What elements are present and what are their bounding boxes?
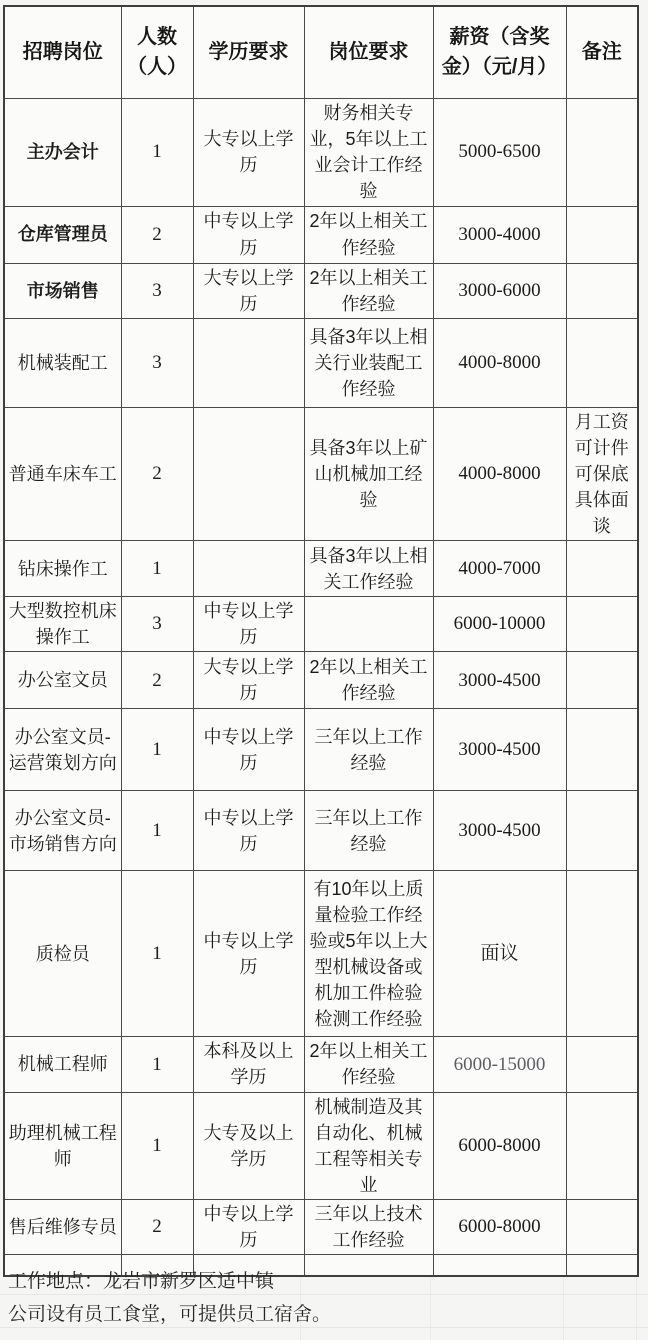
cell-education: 中专以上学历 [193,1199,304,1254]
cell-remarks [566,597,638,652]
cell-salary: 面议 [433,871,566,1037]
cell-remarks [566,263,638,318]
cell-education: 中专以上学历 [193,597,304,652]
job-table [3,5,639,1277]
cell-position: 售后维修专员 [4,1199,121,1254]
cell-requirement: 2年以上相关工作经验 [304,206,433,263]
cell-requirement: 三年以上工作经验 [304,791,433,871]
table-row [4,1037,638,1092]
column-header-position: 招聘岗位 [4,6,121,98]
cell-position: 机械工程师 [4,1037,121,1092]
cell-position: 市场销售 [4,263,121,318]
cell-remarks [566,791,638,871]
cell-education: 大专及以上学历 [193,1092,304,1199]
cell-headcount: 1 [121,1037,193,1092]
header-row [4,6,638,98]
cell-position: 机械装配工 [4,318,121,407]
cell-salary: 3000-4500 [433,791,566,871]
footer-notes [8,1265,640,1331]
cell-position: 质检员 [4,871,121,1037]
cell-salary: 5000-6500 [433,98,566,206]
cell-headcount: 2 [121,206,193,263]
cell-position: 办公室文员-运营策划方向 [4,709,121,791]
cell-requirement: 2年以上相关工作经验 [304,652,433,709]
cell-requirement: 2年以上相关工作经验 [304,1037,433,1092]
cell-salary: 3000-4500 [433,709,566,791]
cell-salary: 4000-7000 [433,541,566,597]
cell-remarks [566,206,638,263]
cell-requirement: 具备3年以上相关行业装配工作经验 [304,318,433,407]
cell-requirement: 具备3年以上相关工作经验 [304,541,433,597]
table-row [4,206,638,263]
cell-position: 普通车床车工 [4,407,121,540]
cell-salary: 3000-6000 [433,263,566,318]
cell-position: 办公室文员 [4,652,121,709]
cell-education: 本科及以上学历 [193,1037,304,1092]
cell-requirement: 三年以上技术工作经验 [304,1199,433,1254]
cell-position: 大型数控机床操作工 [4,597,121,652]
table-row [4,1199,638,1254]
cell-position: 仓库管理员 [4,206,121,263]
cell-remarks [566,1037,638,1092]
cell-remarks [566,541,638,597]
cell-salary: 3000-4500 [433,652,566,709]
cell-remarks [566,871,638,1037]
cell-headcount: 2 [121,1199,193,1254]
cell-headcount: 1 [121,709,193,791]
cell-headcount: 1 [121,871,193,1037]
cell-salary: 4000-8000 [433,318,566,407]
cell-headcount: 3 [121,318,193,407]
cell-education: 中专以上学历 [193,791,304,871]
table-row [4,652,638,709]
cell-remarks: 月工资可计件可保底具体面谈 [566,407,638,540]
cell-salary: 6000-15000 [433,1037,566,1092]
table-row [4,541,638,597]
cell-salary: 6000-10000 [433,597,566,652]
cell-position: 主办会计 [4,98,121,206]
cell-requirement: 有10年以上质量检验工作经验或5年以上大型机械设备或机加工件检验检测工作经验 [304,871,433,1037]
cell-remarks [566,98,638,206]
cell-requirement: 三年以上工作经验 [304,709,433,791]
table-row [4,263,638,318]
cell-headcount: 1 [121,541,193,597]
column-header-requirement: 岗位要求 [304,6,433,98]
column-header-salary: 薪资（含奖金）（元/月） [433,6,566,98]
cell-remarks [566,709,638,791]
job-table-header [4,6,638,98]
cell-position: 办公室文员-市场销售方向 [4,791,121,871]
cell-requirement: 机械制造及其自动化、机械工程等相关专业 [304,1092,433,1199]
cell-education: 中专以上学历 [193,709,304,791]
cell-education [193,407,304,540]
cell-education [193,318,304,407]
cell-position: 助理机械工程师 [4,1092,121,1199]
cell-headcount: 1 [121,1092,193,1199]
cell-headcount: 1 [121,98,193,206]
table-row [4,318,638,407]
company-amenities-text: 公司设有员工食堂，可提供员工宿舍。 [8,1304,332,1325]
cell-headcount: 2 [121,652,193,709]
table-row [4,597,638,652]
cell-remarks [566,1199,638,1254]
cell-headcount: 1 [121,791,193,871]
cell-requirement: 具备3年以上矿山机械加工经验 [304,407,433,540]
table-row [4,871,638,1037]
column-header-education: 学历要求 [193,6,304,98]
cell-requirement: 财务相关专业，5年以上工业会计工作经验 [304,98,433,206]
table-row [4,791,638,871]
job-table-body [4,98,638,1276]
cell-salary: 6000-8000 [433,1199,566,1254]
cell-education [193,541,304,597]
cell-education: 大专以上学历 [193,652,304,709]
cell-salary: 3000-4000 [433,206,566,263]
cell-headcount: 3 [121,597,193,652]
cell-position: 钻床操作工 [4,541,121,597]
work-location-text: 工作地点：龙岩市新罗区适中镇 [8,1271,275,1292]
table-row [4,1092,638,1199]
cell-education: 大专以上学历 [193,263,304,318]
cell-education: 中专以上学历 [193,206,304,263]
cell-headcount: 3 [121,263,193,318]
cell-requirement: 2年以上相关工作经验 [304,263,433,318]
cell-remarks [566,318,638,407]
cell-education: 大专以上学历 [193,98,304,206]
cell-remarks [566,1092,638,1199]
column-header-headcount: 人数（人） [121,6,193,98]
table-row [4,709,638,791]
cell-education: 中专以上学历 [193,871,304,1037]
table-row [4,98,638,206]
cell-remarks [566,652,638,709]
cell-requirement [304,597,433,652]
cell-headcount: 2 [121,407,193,540]
column-header-remarks: 备注 [566,6,638,98]
table-row [4,407,638,540]
cell-salary: 4000-8000 [433,407,566,540]
cell-salary: 6000-8000 [433,1092,566,1199]
